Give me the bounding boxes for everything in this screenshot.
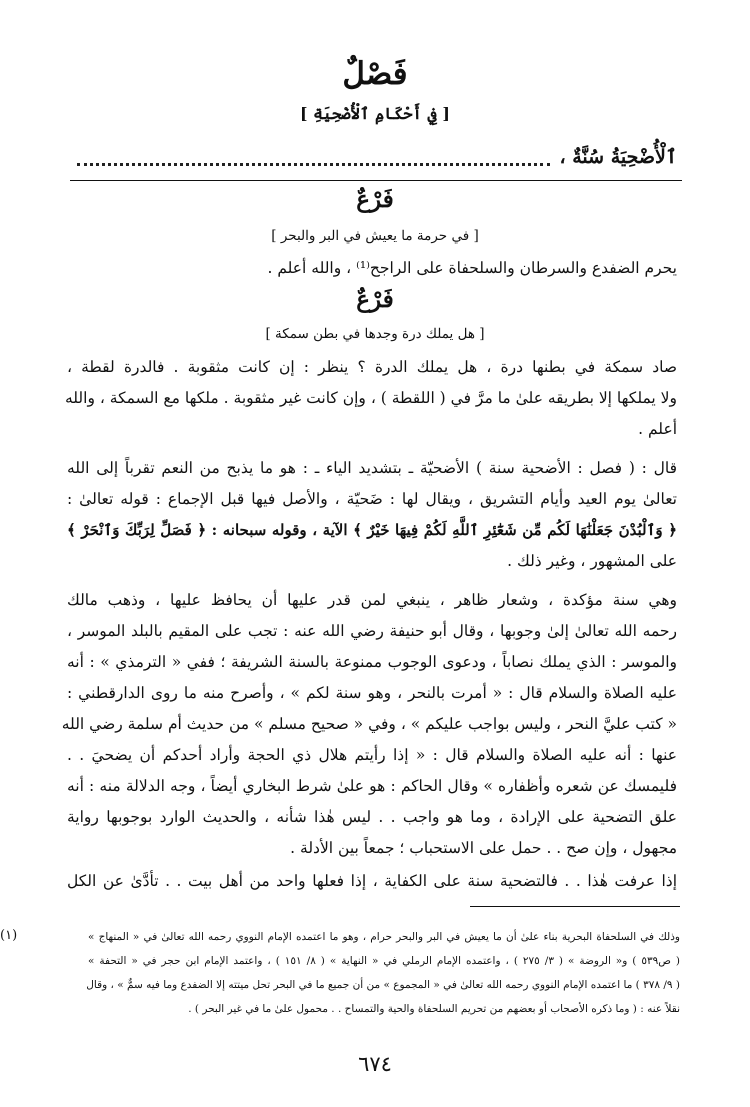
section-heading: فَرْعٌ [356, 186, 394, 213]
commentary-line: رحمه الله تعالىٰ إلىٰ وجوبها ، وقال أبو حنيفة رضي الله عنه : تجب على المقيم بالبلد الموسر ، [67, 622, 677, 640]
commentary-line: والموسر : الذي يملك نصاباً ، ودعوى الوجوب ممنوعة بالسنة الشريفة ؛ ففي « الترمذي » : أنه [67, 653, 677, 671]
section-text-line: يحرم الضفدع والسرطان والسلحفاة على الراجح⁽¹⁾ ، والله أعلم . [267, 259, 677, 277]
chapter-title: فَصْلٌ [342, 56, 408, 92]
commentary-line: تعالىٰ يوم العيد وأيام التشريق ، ويقال لها : ضَحيّة ، والأصل فيها قبل الإجماع : قوله تعالىٰ : [67, 490, 677, 508]
commentary-line: علق التضحية على الإرادة ، وما هو واجب . . ليس هٰذا شأنه ، والحديث الوارد بوجوبها رواية [67, 808, 677, 826]
section-subheading: [ في حرمة ما يعيش في البر والبحر ] [271, 228, 479, 244]
footnote-line: نقلاً عنه : ( وما ذكره الأصحاب أو بعضهم من تحريم السلحفاة والحية والتمساح . . محمول علىٰ ما في غير البحر ) . [188, 1003, 680, 1015]
commentary-line: عليه الصلاة والسلام قال : « أمرت بالنحر ، وهو سنة لكم » ، وأصرح منه ما روى الدارقطني : [67, 684, 677, 702]
section-heading: فَرْعٌ [356, 286, 394, 313]
section-text-line: ولا يملكها إلا بطريقه علىٰ ما مرَّ في ( اللقطة ) ، وإن كانت غير مثقوبة . ملكها مع السمكة ، والله [64, 389, 677, 407]
commentary-line: قال : ( فصل : الأضحية سنة ) الأضحيّة ـ بتشديد الياء ـ : هو ما يذبح من النعم تقرباً إلى الله [67, 459, 677, 477]
commentary-line: إذا عرفت هٰذا . . فالتضحية سنة على الكفاية ، إذا فعلها واحد من أهل بيت . . تأدَّىٰ عن الكل [67, 872, 677, 890]
commentary-line: على المشهور ، وغير ذلك . [507, 552, 677, 570]
section-text-line: صاد سمكة في بطنها درة ، هل يملك الدرة ؟ ينظر : إن كانت مثقوبة . فالدرة لقطة ، [67, 358, 677, 376]
commentary-line: مجهول ، وإن صح . . حمل على الاستحباب ؛ جمعاً بين الأدلة . [290, 839, 677, 857]
footnote-number: (١) [0, 928, 18, 943]
matn-dots [77, 149, 550, 166]
footnote-line: وذلك في السلحفاة البحرية بناء علىٰ أن ما يعيش في البر والبحر حرام ، وهو ما اعتمده الإمام النووي رحمه الله تعالىٰ في « المنهاج » [88, 931, 680, 943]
commentary-line: فليمسك عن شعره وأظفاره » وقال الحاكم : هو علىٰ شرط البخاري أيضاً ، وجه الدلالة منه : أنه [67, 777, 677, 795]
footnote-line: ( ٩/ ٣٧٨ ) ما اعتمده الإمام النووي رحمه الله تعالىٰ في « المجموع » من أن جميع ما في البحر تحل ميتته إلا الضفدع وما فيه سمٌّ » ، وقال [86, 979, 680, 991]
footnote-line: ( ص٥٣٩ ) و« الروضة » ( ٣/ ٢٧٥ ) ، واعتمده الإمام الرملي في « النهاية » ( ٨/ ١٥١ ) ، واعتمد الإمام ابن حجر في « التحفة » [88, 955, 680, 967]
matn-line [67, 142, 677, 172]
top-divider [70, 180, 682, 181]
chapter-subtitle: [ فِي أَحْكَامِ ٱلْأُضْحِيَةِ ] [300, 104, 450, 123]
quran-verse-line: ﴿ وَٱلْبُدْنَ جَعَلْنَٰهَا لَكُم مِّن شَعَٰٓئِرِ ٱللَّهِ لَكُمْ فِيهَا خَيْرٌ ﴾ الآية ، وقوله سبحانه : ﴿ فَصَلِّ لِرَبِّكَ وَٱنْحَرْ ﴾ [67, 521, 677, 539]
commentary-line: عنها : أنه عليه الصلاة والسلام قال : « إذا رأيتم هلال ذي الحجة وأراد أحدكم أن يضحيَ . . [67, 746, 677, 764]
page-number: ٦٧٤ [358, 1052, 392, 1076]
commentary-line: « كتب عليَّ النحر ، وليس بواجب عليكم » ، وفي « صحيح مسلم » من حديث أم سلمة رضي الله [61, 715, 677, 733]
section-text-line: أعلم . [638, 420, 677, 438]
commentary-line: وهي سنة مؤكدة ، وشعار ظاهر ، ينبغي لمن قدر عليها أن يحافظ عليها ، وذهب مالك [67, 591, 677, 609]
section-subheading: [ هل يملك درة وجدها في بطن سمكة ] [265, 326, 485, 342]
matn-text: ٱلْأُضْحِيَةُ سُنَّةٌ ، [559, 146, 677, 168]
footnote-divider [470, 906, 680, 907]
